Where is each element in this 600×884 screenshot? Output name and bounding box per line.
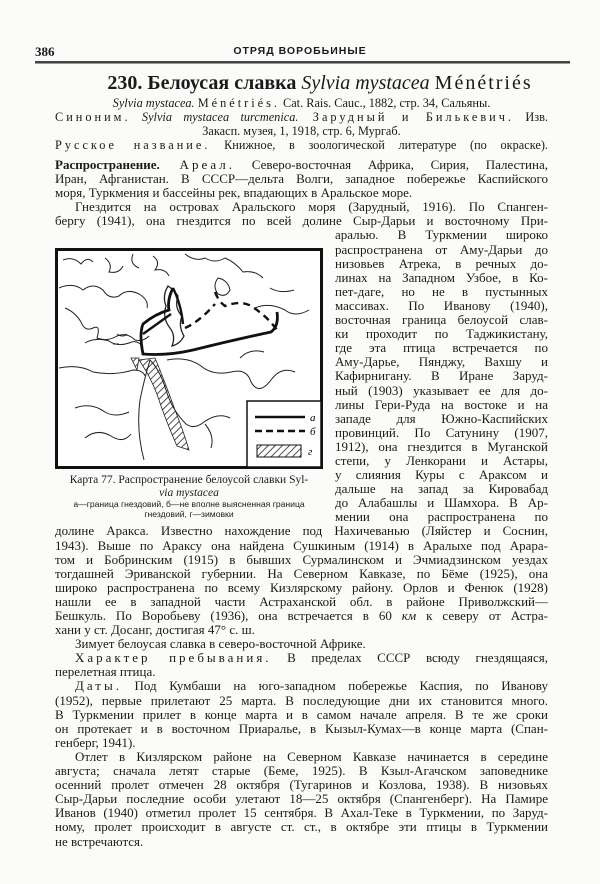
text-segment: том и Бобринским (1915) в бывших Сурмалинском и Эчмиадзинском уездах: [55, 552, 548, 567]
text-line: [335, 243, 548, 257]
text-segment: лины Гери-Руда на востоке и на: [335, 397, 548, 412]
legend-g: г: [308, 446, 313, 458]
text-segment: широко распространена по всему Кизлярскому району. Орлов и Фенюк (1928): [55, 580, 548, 595]
text-segment: дальше на запад за Кировабад: [335, 482, 548, 497]
text-segment: массивах. По Иванову (1940),: [335, 298, 548, 313]
running-head: ОТРЯД ВОРОБЬИНЫЕ: [233, 45, 367, 57]
text-segment: 1912), она гнездится в Муганской: [335, 439, 548, 454]
text-line: [335, 426, 548, 440]
synonym-authors: Зарудный и Билькевич.: [298, 110, 514, 124]
text-line: [335, 299, 548, 313]
text-line: [55, 214, 548, 228]
text-line: [55, 158, 548, 172]
text-segment: линах на Западном Узбое, в Ко-: [335, 270, 548, 285]
text-line: [335, 468, 548, 482]
text-line: [335, 496, 548, 510]
text-segment: к северу от Астра-: [416, 609, 548, 623]
text-segment: степи, у Ленкорани и Астары,: [335, 453, 548, 468]
legend-a: а: [310, 412, 316, 424]
text-line: [55, 172, 548, 186]
text-line: [55, 679, 548, 693]
text-line: [335, 454, 548, 468]
text-segment: км: [401, 609, 417, 623]
synonym-latin: Sylvia mystacea turcmenica.: [130, 110, 299, 124]
text-line: [335, 257, 548, 271]
text-segment: низовьев Атрека, в речных до-: [335, 256, 548, 271]
header-rule: [35, 61, 570, 64]
citation-author: Ménétriés.: [197, 96, 280, 110]
text-line: [335, 313, 548, 327]
text-line: [335, 355, 548, 369]
text-segment: у слияния Куры с Араксом и: [335, 468, 548, 483]
text-line: [335, 384, 548, 398]
text-line: [55, 820, 548, 834]
text-segment: нашли ее в западной части Астраханской обл. в районе Приволжский—: [55, 594, 548, 609]
text-segment: Характер пребывания.: [75, 651, 272, 666]
citation-line: [55, 96, 548, 110]
text-segment: восточная граница белоусой слав-: [335, 313, 548, 328]
species-title: [60, 72, 580, 95]
text-segment: не встречаются.: [55, 834, 144, 849]
body-text: [55, 158, 548, 849]
text-segment: до Алабашлы и Шамхора. В Ар-: [335, 496, 548, 511]
citations: [55, 96, 548, 152]
text-segment: В пределах СССР всюду гнездящаяся,: [271, 651, 548, 666]
text-line: [335, 412, 548, 426]
text-segment: Сыр-Дарьи последние особи улетают 18—25 октября (Спангенберг). На Памире: [55, 792, 548, 807]
page-number: 386: [35, 44, 55, 59]
text-segment: Северо-восточная Африка, Сирия, Палестина,: [235, 158, 548, 172]
russian-name-text: Книжное, в зоологической литературе (по окраске).: [210, 138, 548, 152]
legend-b: б: [310, 426, 316, 438]
text-segment: Зимует белоусая славка в северо-восточной Африке.: [75, 637, 366, 652]
text-segment: Даты.: [75, 679, 122, 694]
text-line: [335, 228, 548, 242]
russian-name-label: Русское название.: [55, 138, 211, 152]
text-segment: долине Аракса. Известно нахождение под Нахичеванью (Ляйстер и Соснин,: [55, 524, 548, 539]
text-line: [335, 482, 548, 496]
text-line: [55, 553, 548, 567]
text-segment: августа; сначала летят старые (Беме, 1925). В Кзыл-Агачском заповеднике: [55, 764, 548, 779]
text-line: [55, 567, 548, 581]
citation-line: Закасп. музея, 1, 1918, стр. 6, Мургаб.: [202, 124, 401, 138]
text-segment: осенний пролет отмечен 28 октября (Тугаринов и Козлова, 1938). В низовьях: [55, 778, 548, 793]
map-caption-main: Карта 77. Распространение белоусой славки Syl-: [69, 474, 309, 486]
text-line: [335, 510, 548, 524]
text-line: [335, 440, 548, 454]
citation-line: [55, 138, 548, 152]
text-segment: аралью. В Туркмении широко: [335, 228, 548, 243]
text-line: [55, 694, 548, 708]
text-line: [55, 581, 548, 595]
text-line: [55, 708, 548, 722]
text-segment: Иванов (1940) отметил пролет 15 сентября. В Ахал-Теке в Туркмении, по Заруд-: [55, 806, 548, 821]
citation-line: [55, 110, 548, 124]
text-segment: генберг, 1941).: [55, 735, 136, 750]
text-segment: Иран, Афганистан. В СССР—дельта Волги, западное побережье Каспийского: [55, 172, 548, 187]
text-segment: бергу (1941), она гнездится по всей долине Сыр-Дарьи и восточному При-: [55, 214, 548, 229]
text-segment: пет-даге, но не в пустынных: [335, 284, 548, 299]
text-segment: где эта птица встречается по: [335, 341, 548, 356]
text-line: [55, 186, 548, 200]
text-line: [335, 369, 548, 383]
text-segment: Гнездится на островах Аральского моря (Зарудный, 1916). По Спанген-: [75, 200, 548, 215]
text-line: [55, 778, 548, 792]
text-segment: он протекает и в восточном Приаралье, в Кызыл-Кумах—в конце марта (Спан-: [55, 721, 548, 736]
text-line: [55, 665, 548, 679]
text-segment: тогдашней Эриванской губернии. На Северном Кавказе, по Бёме (1925), она: [55, 566, 548, 581]
synonym-ref: Изв.: [513, 110, 548, 124]
text-segment: Аму-Дарье, Пянджу, Вахшу и: [335, 355, 548, 370]
text-line: [55, 722, 548, 736]
text-line: [55, 623, 548, 637]
text-line: [335, 285, 548, 299]
text-segment: Распространение.: [55, 158, 160, 172]
text-line: [55, 764, 548, 778]
map-caption-legend-1: а—граница гнездовий, б—не вполне выясненная граница: [73, 499, 305, 509]
title-latin: Sylvia mystacea: [301, 72, 430, 94]
text-segment: (1952), первые прилетают 25 марта. В последующие дни их становится много.: [55, 693, 548, 708]
citation-latin: Sylvia mystacea.: [112, 96, 195, 110]
text-segment: Кафирнигану. В Иране Заруд-: [335, 369, 548, 384]
text-segment: Ареал.: [159, 158, 235, 172]
title-name: 230. Белоусая славка: [107, 72, 297, 94]
text-line: [55, 200, 548, 214]
synonym-label: Синоним.: [55, 110, 131, 124]
text-line: [335, 327, 548, 341]
text-line: [55, 806, 548, 820]
text-line: [55, 835, 548, 849]
text-line: [55, 539, 548, 553]
text-segment: провинций. По Сатунину (1907,: [335, 425, 548, 440]
text-segment: мении она распространена по: [335, 510, 548, 525]
text-line: [55, 651, 548, 665]
text-line: [335, 341, 548, 355]
title-author: Ménétriés: [434, 72, 533, 94]
text-segment: ки проходит по Таджикистану,: [335, 327, 548, 342]
text-segment: В Туркмении прилет в конце марта и в самом начале апреля. В те же сроки: [55, 707, 548, 722]
text-line: [55, 524, 548, 538]
map-caption-legend-2: гнездовий, г—зимовки: [144, 508, 234, 519]
text-segment: ный (1903) указывает ее для до-: [335, 383, 548, 398]
text-segment: Бешкуль. По Воробьеву (1936), она встречается в 60: [55, 609, 402, 623]
citation-ref: Cat. Rais. Cauc., 1882, стр. 34, Сальяны.: [279, 96, 491, 110]
text-line: [55, 750, 548, 764]
text-segment: ному, пролет происходит в августе ст. ст., в октябре эти птицы в Туркмении: [55, 820, 548, 835]
text-line: [55, 792, 548, 806]
text-segment: Под Кумбаши на юго-западном побережье Каспия, по Иванову: [121, 679, 548, 694]
text-line: [55, 637, 548, 651]
text-segment: 1943). Выше по Араксу она найдена Сушкиным (1914) в Аралыхе под Арара-: [55, 538, 548, 553]
text-segment: хани у ст. Досанг, достигая 47° с. ш.: [55, 623, 255, 638]
text-segment: моря, Туркмения и бассейны рек, впадающих в Аральское море.: [55, 186, 413, 201]
text-segment: перелетная птица.: [55, 665, 156, 680]
text-line: [335, 398, 548, 412]
text-segment: распространена от Аму-Дарьи до: [335, 242, 548, 257]
text-line: [55, 736, 548, 750]
text-line: [55, 595, 548, 609]
text-line: [55, 609, 548, 623]
text-segment: Отлет в Кизлярском районе на Северном Кавказе начинается в середине: [75, 749, 548, 764]
text-segment: западе для Южно-Каспийских: [335, 411, 548, 426]
map-caption-latin: via mystacea: [159, 487, 219, 499]
text-line: [335, 271, 548, 285]
